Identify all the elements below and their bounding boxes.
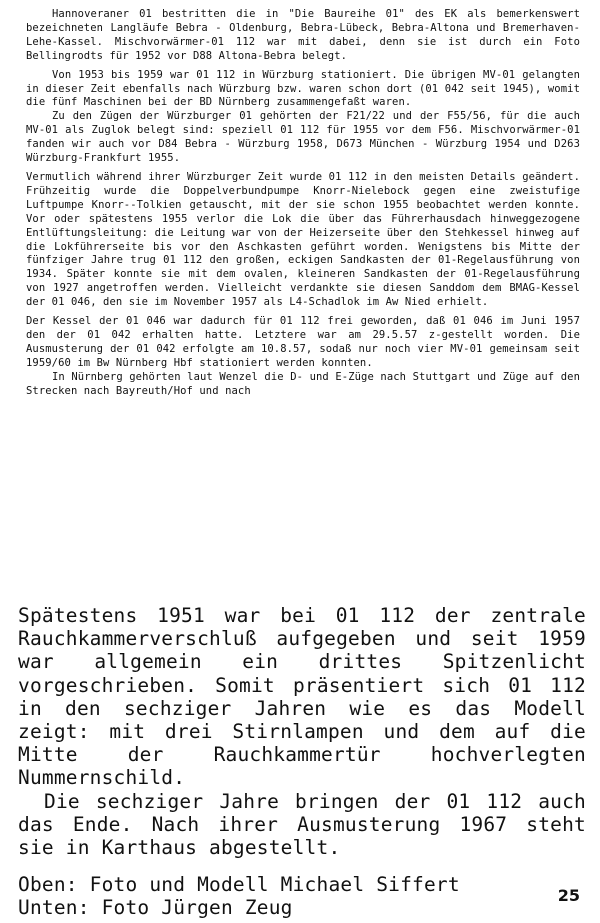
paragraph-nuernberg: In Nürnberg gehörten laut Wenzel die D- und E-Züge nach Stuttgart und Züge auf den Strecken nach Bayreuth/Hof und nach: [26, 370, 580, 397]
credit-top: Oben: Foto und Modell Michael Siffert: [18, 873, 460, 897]
caption-paragraph-end: Die sechziger Jahre bringen der 01 112 auch das Ende. Nach ihrer Ausmusterung 1967 steht sie in Karthaus abgestellt.: [18, 789, 586, 860]
paragraph-boiler-exchange: Der Kessel der 01 046 war dadurch für 01 112 frei geworden, daß 01 046 im Juni 1957 den der 01 042 erhalten hatte. Letztere war am 29.5.57 z-gestellt worden. Die Ausmusterung der 01 042 erfolgte am 10.8.57, sodaß nur noch vier MV-01 gemeinsam seit 1959/60 im Bw Nürnberg Hbf stationiert werden konnten.: [26, 315, 580, 369]
photo-credits: [18, 873, 586, 919]
caption-text: [18, 604, 586, 920]
paragraph-wuerzburg-trains: Zu den Zügen der Würzburger 01 gehörten der F21/22 und der F55/56, für die auch MV-01 als Zuglok belegt sind: speziell 01 112 für 1955 vor dem F56. Mischvorwärmer-01 fanden wir auch vor D84 Bebra - Würzburg 1958, D673 München - Würzburg 1954 und D263 Würzburg-Frankfurt 1955.: [26, 110, 580, 165]
page-number: 25: [557, 886, 580, 905]
paragraph-modifications: Vermutlich während ihrer Würzburger Zeit wurde 01 112 in den meisten Details geändert. Frühzeitig wurde die Doppelverbundpumpe Knorr-Nielebock gegen eine zweistufige Luftpumpe Knorr--Tolkien getauscht, mit der sie schon 1955 beobachtet werden konnte. Vor oder spätestens 1955 verlor die Lok die über das Führerhausdach hinweggezogene Entlüftungsleitung: die Leitung war von der Heizerseite über den Stehkessel hinweg auf die Lokführerseite bis vor den Aschkasten geführt worden. Wenigstens bis Mitte der fünfziger Jahre trug 01 112 den großen, eckigen Sandkasten der 01-Regelausführung von 1934. Später konnte sie mit dem ovalen, kleineren Sandkasten der 01-Regelausführung von 1927 angetroffen werden. Vielleicht verdankte sie diesen Sanddom dem BMAG-Kessel der 01 046, den sie im November 1957 als L4-Schadlok im Aw Nied erhielt.: [26, 170, 580, 309]
caption-paragraph-sixties-appearance: Spätestens 1951 war bei 01 112 der zentrale Rauchkammerverschluß aufgegeben und seit 1959 war allgemein ein drittes Spitzenlicht vorgeschrieben. Somit präsentiert sich 01 112 in den sechziger Jahren wie es das Modell zeigt: mit drei Stirnlampen und dem auf die Mitte der Rauchkammertür hochverlegten Nummernschild.: [18, 604, 586, 790]
credit-bottom: Unten: Foto Jürgen Zeug: [18, 896, 293, 920]
upper-article-text: [26, 8, 580, 403]
paragraph-wuerzburg-station: Von 1953 bis 1959 war 01 112 in Würzburg stationiert. Die übrigen MV-01 gelangten in dieser Zeit ebenfalls nach Würzburg bzw. waren schon dort (01 042 seit 1945), womit die fünf Maschinen bei der BD Nürnberg zusammengefaßt waren.: [26, 68, 580, 109]
paragraph-express-trains: Hannoveraner 01 bestritten die in "Die Baureihe 01" des EK als bemerkenswert bezeichneten Langläufe Bebra - Oldenburg, Bebra-Lübeck, Bebra-Altona und Bremerhaven-Lehe-Kassel. Mischvorwärmer-01 112 war mit dabei, denn sie ist durch ein Foto Bellingrodts für 1952 vor D88 Altona-Bebra belegt.: [26, 8, 580, 62]
